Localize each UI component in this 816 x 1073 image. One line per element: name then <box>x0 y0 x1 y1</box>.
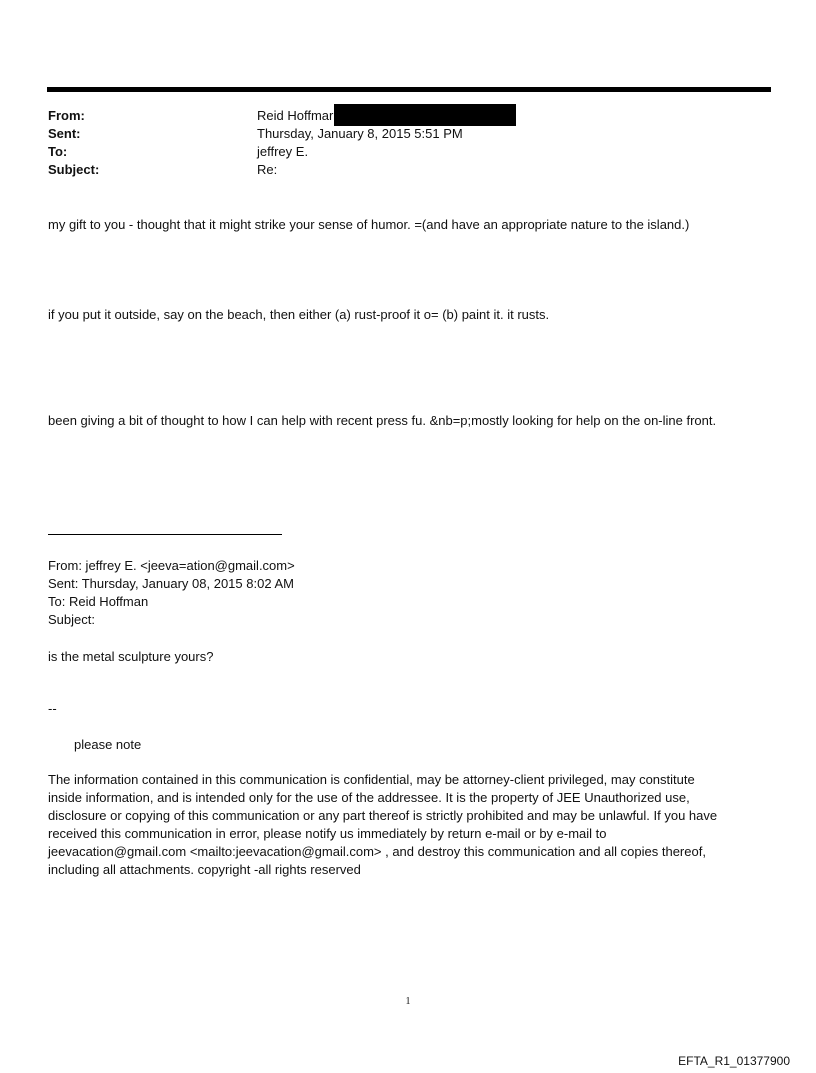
disclaimer-line: received this communication in error, please notify us immediately by return e-mail or by e-mail to <box>48 826 607 841</box>
disclaimer-line: jeevacation@gmail.com <mailto:jeevacation@gmail.com> , and destroy this communication and all copies thereof, <box>48 844 706 859</box>
subject-label: Subject: <box>48 162 100 177</box>
sent-value: Thursday, January 8, 2015 5:51 PM <box>257 126 463 141</box>
subject-value: Re: <box>257 162 278 177</box>
please-note: please note <box>74 737 142 752</box>
disclaimer-line: inside information, and is intended only for the use of the addressee. It is the property of JEE Unauthorized use, <box>48 790 690 805</box>
from-label: From: <box>48 108 85 123</box>
disclaimer-line: disclosure or copying of this communication or any part thereof is strictly prohibited and may be unlawful. If you have <box>48 808 718 823</box>
bates-number: EFTA_R1_01377900 <box>678 1054 790 1068</box>
forwarded-from-line: From: jeffrey E. <jeeva=ation@gmail.com> <box>48 558 295 573</box>
to-value: jeffrey E. <box>257 144 309 159</box>
forward-separator-rule <box>48 534 282 535</box>
redaction-box <box>334 104 516 126</box>
body-paragraph-3: been giving a bit of thought to how I can help with recent press fu. &nb=p;mostly looking for help on the on-line front. <box>48 413 717 428</box>
from-value: Reid Hoffmar <box>257 108 334 123</box>
signature-separator: -- <box>48 701 57 716</box>
sent-label: Sent: <box>48 126 81 141</box>
forwarded-to-line: To: Reid Hoffman <box>48 594 149 609</box>
forwarded-sent-line: Sent: Thursday, January 08, 2015 8:02 AM <box>48 576 294 591</box>
forwarded-header <box>48 557 295 629</box>
disclaimer <box>48 771 778 879</box>
header-rule <box>47 87 771 92</box>
to-label: To: <box>48 144 68 159</box>
body-paragraph-2: if you put it outside, say on the beach, then either (a) rust-proof it o= (b) paint it. it rusts. <box>48 307 550 322</box>
disclaimer-line: The information contained in this communication is confidential, may be attorney-client privileged, may constitute <box>48 772 695 787</box>
page-number: 1 <box>405 996 411 1007</box>
body-paragraph-1: my gift to you - thought that it might strike your sense of humor. =(and have an appropriate nature to the island.) <box>48 217 690 232</box>
forwarded-message: is the metal sculpture yours? <box>48 649 214 664</box>
forwarded-subject-line: Subject: <box>48 612 95 627</box>
disclaimer-line: including all attachments. copyright -all rights reserved <box>48 862 361 877</box>
